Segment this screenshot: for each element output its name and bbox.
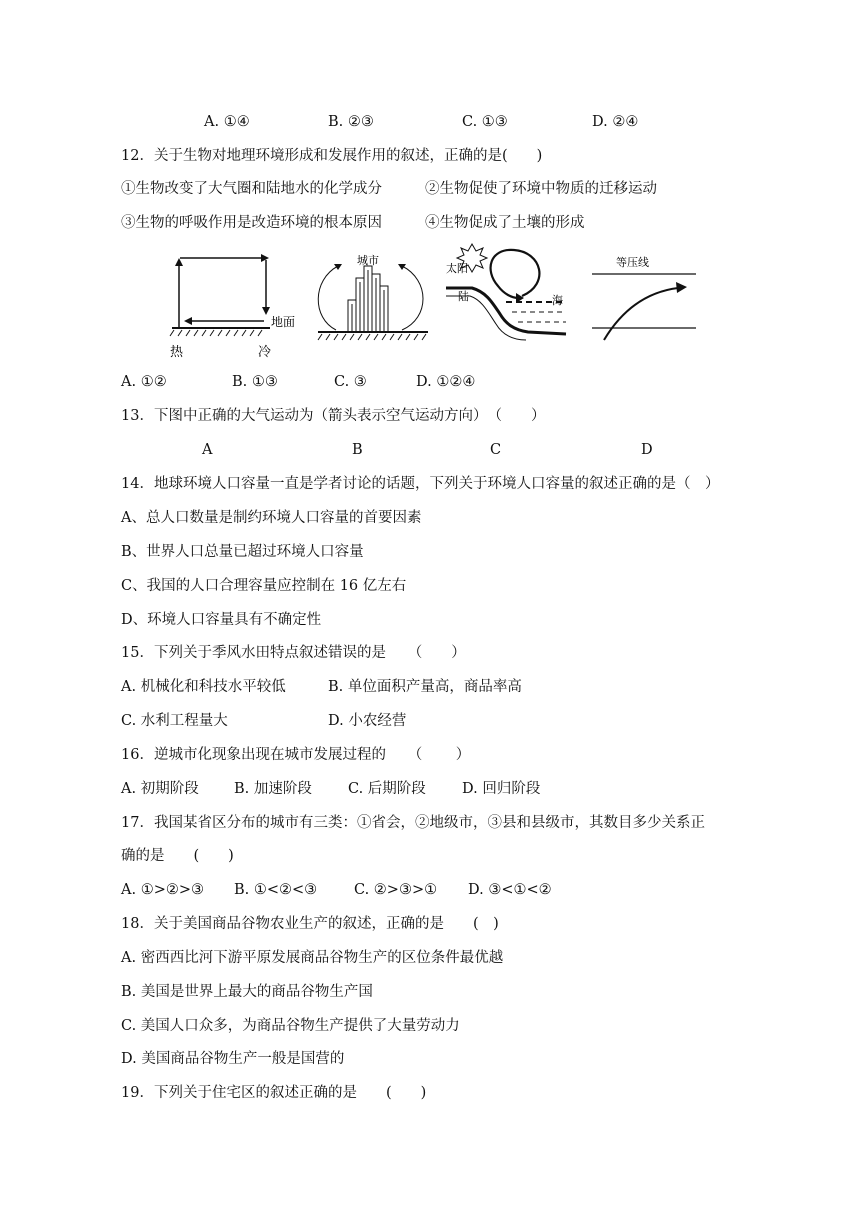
q17-stem-line1: 17．我国某省区分布的城市有三类：①省会，②地级市，③县和县级市，其数目多少关系正: [121, 815, 705, 831]
q15-option-c: C. 水利工程量大: [121, 713, 228, 729]
figure-b-urban-heat-island: [310, 248, 440, 348]
q15-option-b: B. 单位面积产量高，商品率高: [328, 679, 522, 695]
q17-option-a: A. ①>②>③: [121, 882, 204, 898]
figure-label-c: C: [490, 442, 502, 458]
q17-option-d: D. ③<①<②: [468, 882, 552, 898]
figure-label-d: D: [641, 442, 653, 458]
q12-option-c: C. ③: [334, 374, 367, 390]
q18-stem: 18．关于美国商品谷物农业生产的叙述，正确的是 ( ): [121, 916, 499, 932]
q18-option-a: A. 密西西比河下游平原发展商品谷物生产的区位条件最优越: [121, 950, 504, 966]
q14-stem: 14．地球环境人口容量一直是学者讨论的话题，下列关于环境人口容量的叙述正确的是（ ）: [121, 476, 720, 492]
q15-option-d: D. 小农经营: [328, 713, 407, 729]
figure-a-thermal-circulation: [160, 248, 310, 364]
q12-stem: 12．关于生物对地理环境形成和发展作用的叙述，正确的是( ): [121, 148, 543, 164]
figure-c-sun-label: 太阳: [446, 262, 468, 275]
q16-option-b: B. 加速阶段: [234, 781, 312, 797]
q18-option-b: B. 美国是世界上最大的商品谷物生产国: [121, 984, 373, 1000]
q12-statement-2: ②生物促使了环境中物质的迁移运动: [425, 181, 657, 197]
figure-label-a: A: [202, 442, 213, 458]
figure-a-cold-label: 冷: [258, 345, 272, 360]
q17-option-c: C. ②>③>①: [354, 882, 438, 898]
figure-a-hot-label: 热: [170, 345, 184, 360]
q12-option-d: D. ①②④: [416, 374, 476, 390]
q12-statement-1: ①生物改变了大气圈和陆地水的化学成分: [121, 181, 382, 197]
figure-c-land-label: 陆: [458, 290, 469, 303]
q14-option-a: A、总人口数量是制约环境人口容量的首要因素: [121, 510, 422, 526]
q14-option-c: C、我国的人口合理容量应控制在 16 亿左右: [121, 578, 407, 594]
figure-a-ground-label: 地面: [271, 315, 296, 329]
q17-option-b: B. ①<②<③: [234, 882, 318, 898]
q12-statement-3: ③生物的呼吸作用是改造环境的根本原因: [121, 215, 382, 231]
q12-statement-4: ④生物促成了土壤的形成: [425, 215, 585, 231]
q16-option-a: A. 初期阶段: [121, 781, 199, 797]
figure-b-city-label: 城市: [357, 254, 379, 267]
q16-option-d: D. 回归阶段: [462, 781, 541, 797]
q14-option-b: B、世界人口总量已超过环境人口容量: [121, 544, 364, 560]
figure-c-sea-label: 海: [552, 294, 563, 307]
figure-c-land-sea-breeze: [442, 240, 572, 350]
q12-option-b: B. ①③: [232, 374, 278, 390]
figure-d-isobar-label: 等压线: [616, 256, 649, 269]
q11-option-d: D. ②④: [592, 114, 639, 130]
q16-option-c: C. 后期阶段: [348, 781, 426, 797]
q15-option-a: A. 机械化和科技水平较低: [121, 679, 286, 695]
q19-stem: 19．下列关于住宅区的叙述正确的是 ( ): [121, 1085, 427, 1101]
figure-d-isobar-wind: [586, 250, 706, 350]
q18-option-d: D. 美国商品谷物生产一般是国营的: [121, 1051, 345, 1067]
figure-label-b: B: [352, 442, 363, 458]
q17-stem-line2: 确的是 ( ): [121, 848, 234, 864]
q12-option-a: A. ①②: [121, 374, 167, 390]
q14-option-d: D、环境人口容量具有不确定性: [121, 612, 322, 628]
q16-stem: 16．逆城市化现象出现在城市发展过程的 （ ）: [121, 747, 471, 763]
q11-option-b: B. ②③: [328, 114, 374, 130]
q11-option-c: C. ①③: [462, 114, 508, 130]
q11-option-a: A. ①④: [204, 114, 250, 130]
q13-stem: 13．下图中正确的大气运动为（箭头表示空气运动方向） （ ）: [121, 408, 546, 424]
q18-option-c: C. 美国人口众多，为商品谷物生产提供了大量劳动力: [121, 1018, 460, 1034]
q15-stem: 15．下列关于季风水田特点叙述错误的是 （ ）: [121, 645, 466, 661]
